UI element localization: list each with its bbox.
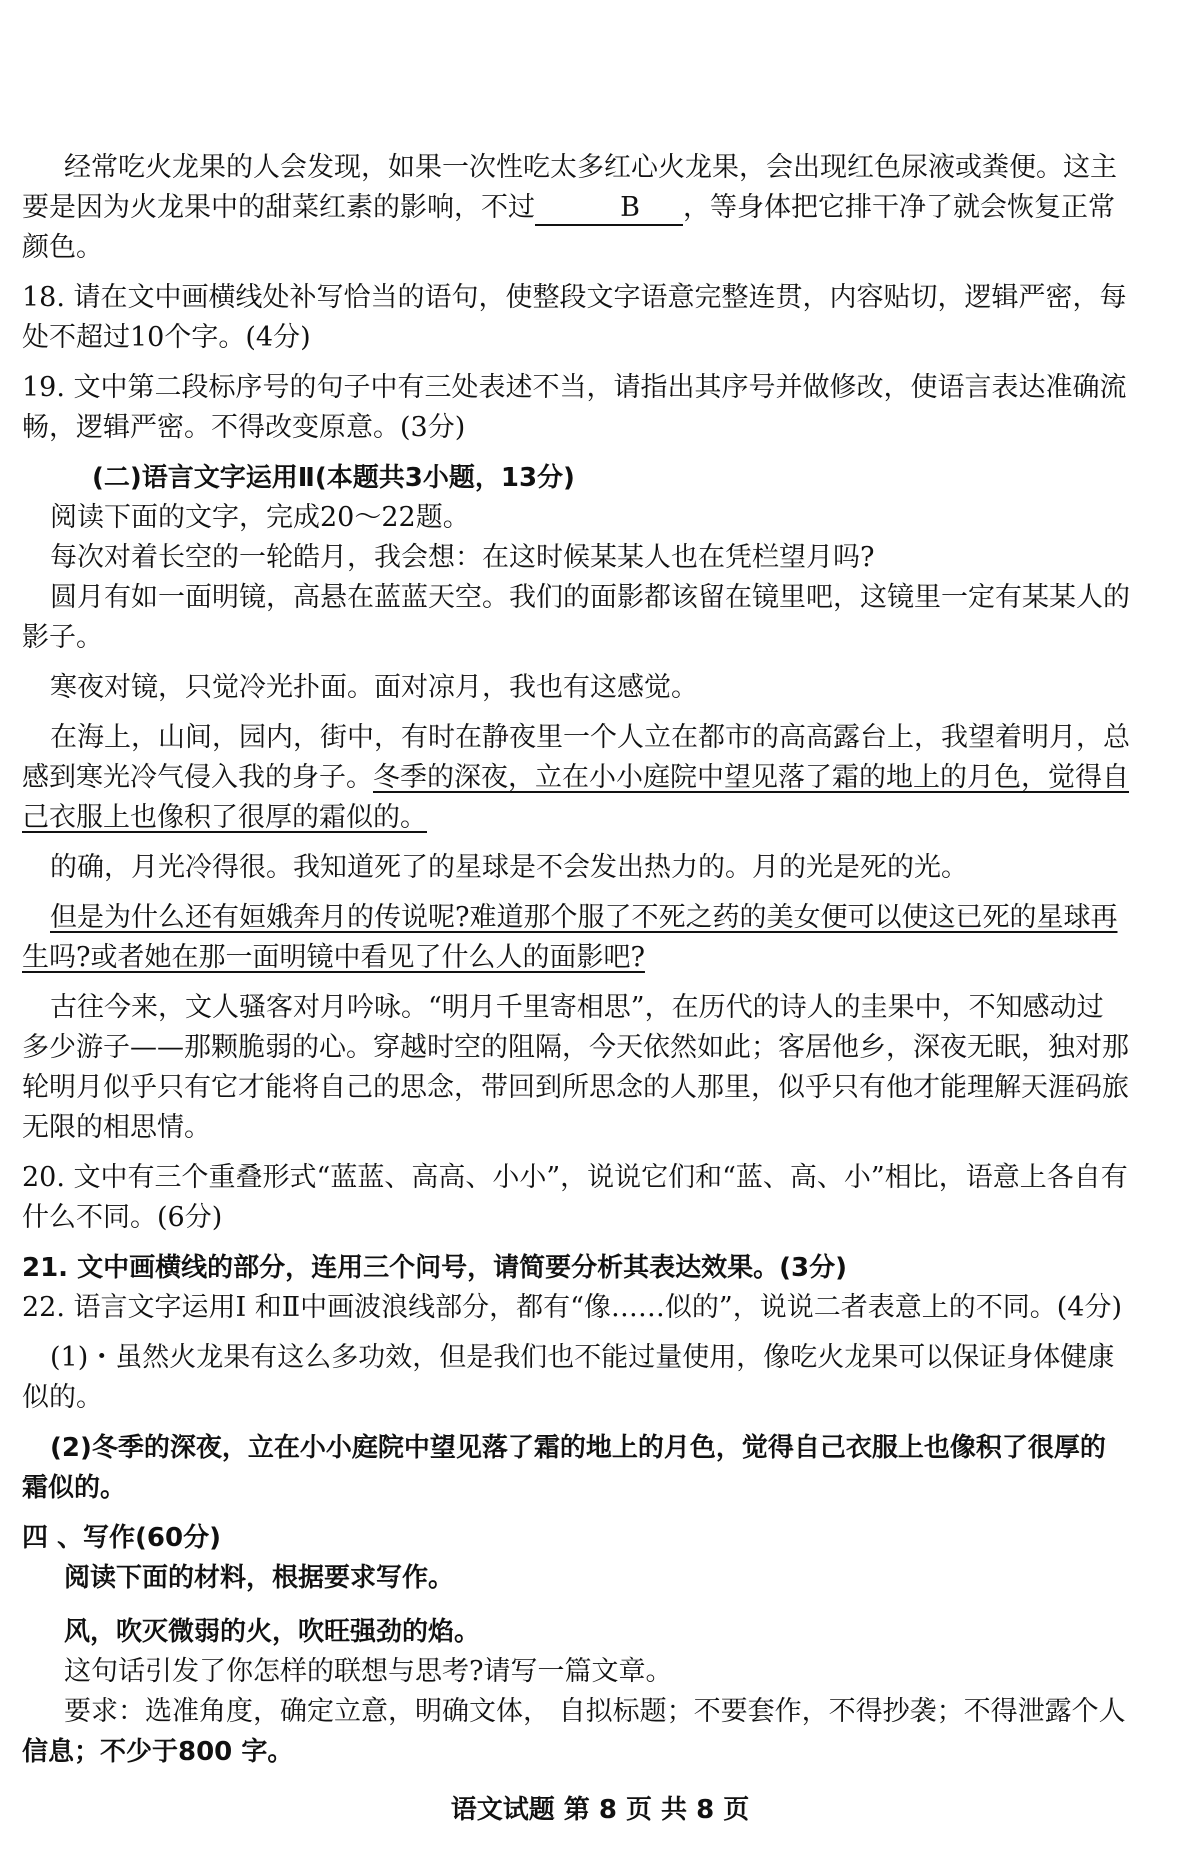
reading-instruction: 阅读下面的文字，完成20～22题。: [50, 502, 470, 533]
fill-blank-b: B: [535, 192, 683, 226]
section-4-title: 四 、写作(60分): [22, 1523, 221, 1553]
passage-paragraph-4-plain: 在海上，山间，园内，街中，有时在静夜里一个人立在都市的高高露台上，我望着明月，总感到寒光冷气侵入我的身子。: [22, 722, 1130, 793]
section-2-title: (二)语言文字运用Ⅱ(本题共3小题，13分): [92, 463, 575, 493]
question-18: 18. 请在文中画横线处补写恰当的语句，使整段文字语意完整连贯，内容贴切，逻辑严密，每处不超过10个字。(4分): [22, 282, 1127, 353]
writing-material: 风，吹灭微弱的火，吹旺强劲的焰。: [64, 1617, 481, 1647]
question-21: 21. 文中画横线的部分，连用三个问号，请简要分析其表达效果。(3分): [22, 1253, 847, 1283]
passage-paragraph-2: 圆月有如一面明镜，高悬在蓝蓝天空。我们的面影都该留在镜里吧，这镜里一定有某某人的影子。: [22, 582, 1130, 653]
passage-paragraph-3: 寒夜对镜，只觉冷光扑面。面对凉月，我也有这感觉。: [50, 672, 698, 703]
question-22-item-2: (2)冬季的深夜，立在小小庭院中望见落了霜的地上的月色，觉得自己衣服上也像积了很厚的霜似的。: [22, 1433, 1106, 1503]
dragonfruit-text-a: 经常吃火龙果的人会发现，如果一次性吃太多红心火龙果，会出现红色尿液或粪便。这主要是因为火龙果中的甜菜红素的影响，不过: [22, 152, 1117, 223]
dragonfruit-paragraph: [22, 148, 1130, 268]
passage-paragraph-1: 每次对着长空的一轮皓月，我会想：在这时候某某人也在凭栏望月吗?: [50, 542, 875, 573]
writing-requirements-continued: 信息；不少于800 字。: [22, 1737, 294, 1767]
writing-instruction: 阅读下面的材料，根据要求写作。: [64, 1563, 455, 1593]
passage-paragraph-4: [22, 718, 1130, 838]
passage-paragraph-7: 古往今来，文人骚客对月吟咏。“明月千里寄相思”，在历代的诗人的圭果中，不知感动过多少游子——那颗脆弱的心。穿越时空的阻隔，今天依然如此；客居他乡，深夜无眠，独对那轮明月似乎只有它才能将自己的思念，带回到所思念的人那里，似乎只有他才能理解天涯码旅无限的相思情。: [22, 992, 1129, 1143]
writing-requirements: 要求：选准角度，确定立意，明确文体， 自拟标题；不要套作，不得抄袭；不得泄露个人: [64, 1696, 1126, 1727]
dragonfruit-text-b: ，等身体把它排干净了就会恢复正常颜色。: [22, 192, 1115, 263]
passage-paragraph-5: 的确，月光冷得很。我知道死了的星球是不会发出热力的。月的光是死的光。: [50, 852, 968, 883]
passage-paragraph-6: [22, 898, 1130, 978]
wavy-underlined-sentence: 冬季的深夜，立在小小庭院中望见落了霜的地上的月色，觉得自己衣服上也像积了很厚的霜似的。: [22, 762, 1129, 833]
question-22-item-1: (1)・虽然火龙果有这么多功效，但是我们也不能过量使用，像吃火龙果可以保证身体健康似的。: [22, 1342, 1115, 1413]
underlined-questions: 但是为什么还有姮娥奔月的传说呢?难道那个服了不死之药的美女便可以使这已死的星球再生吗?或者她在那一面明镜中看见了什么人的面影吧?: [22, 902, 1118, 973]
question-19: 19. 文中第二段标序号的句子中有三处表述不当，请指出其序号并做修改，使语言表达准确流畅，逻辑严密。不得改变原意。(3分): [22, 372, 1127, 443]
question-20: 20. 文中有三个重叠形式“蓝蓝、高高、小小”，说说它们和“蓝、高、小”相比，语意上各自有什么不同。(6分): [22, 1162, 1128, 1233]
writing-prompt: 这句话引发了你怎样的联想与思考?请写一篇文章。: [64, 1656, 673, 1687]
question-22: 22. 语言文字运用I 和Ⅱ中画波浪线部分，都有“像……似的”，说说二者表意上的不同。(4分): [22, 1292, 1122, 1323]
page-footer: 语文试题 第 8 页 共 8 页: [450, 1795, 750, 1825]
